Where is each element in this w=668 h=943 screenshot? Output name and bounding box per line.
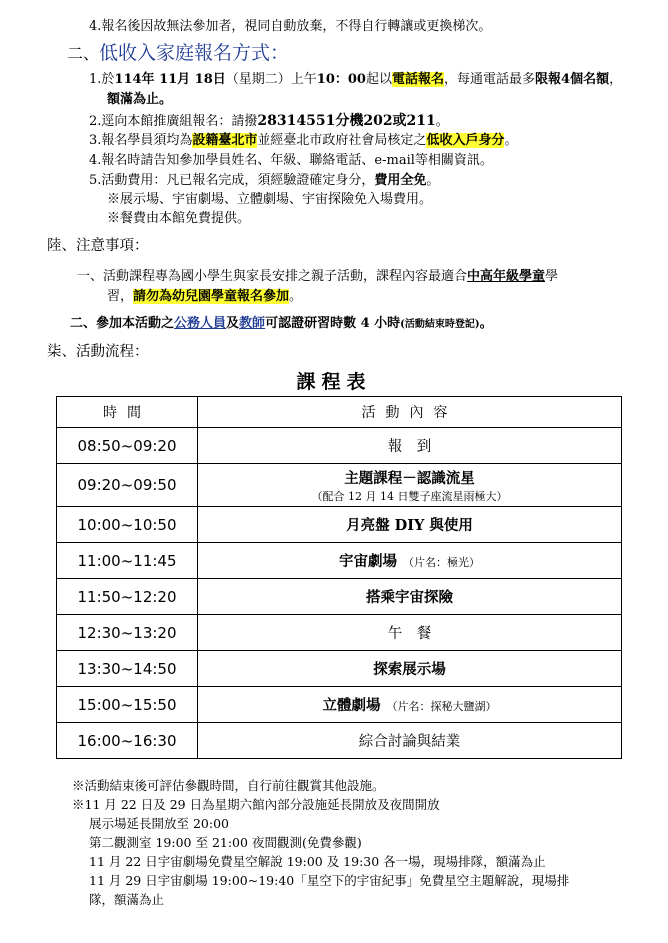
- schedule-activity: [198, 464, 622, 507]
- notice2-end: 。: [479, 316, 493, 331]
- item3-end: 。: [504, 133, 518, 148]
- schedule-time: 08:50~09:20: [57, 428, 198, 464]
- schedule-activity: [198, 723, 622, 759]
- section-2-heading: 低收入家庭報名方式：: [99, 42, 290, 64]
- footnote-line: 隊，額滿為止: [89, 892, 165, 907]
- item5-end: 。: [426, 173, 440, 188]
- schedule-time: 09:20~09:50: [57, 464, 198, 507]
- schedule-activity-name: 宇宙劇場: [339, 553, 397, 570]
- schedule-time: 11:00~11:45: [57, 543, 198, 579]
- schedule-activity: [198, 687, 622, 723]
- schedule-activity: [198, 543, 622, 579]
- schedule-header-activity: 活動內容: [198, 397, 622, 428]
- item1-comma: ，: [609, 72, 623, 87]
- item3-highlight-taipei: 設籍臺北市: [192, 133, 258, 148]
- item3-text-mid: 並經臺北市政府社會局核定之: [257, 133, 427, 148]
- schedule-activity: [198, 651, 622, 687]
- item1-connector: 起以: [365, 72, 392, 87]
- schedule-time: 12:30~13:20: [57, 615, 198, 651]
- low-income-item-3: [89, 132, 517, 150]
- schedule-row: [57, 651, 622, 687]
- schedule-row: [57, 579, 622, 615]
- schedule-activity-name: 主題課程－認識流星: [344, 469, 475, 487]
- schedule-activity-name: 報 到: [387, 439, 432, 455]
- schedule-row: [57, 723, 622, 759]
- footnote-line: 11 月 22 日宇宙劇場免費星空解說 19:00 及 19:30 各一場，現場排隊，額滿為止: [89, 854, 546, 869]
- schedule-activity-name: 綜合討論與結業: [358, 734, 461, 750]
- item1-date: 114年 11月 18日: [114, 72, 226, 87]
- notice2-text: 二、參加本活動之: [70, 316, 175, 331]
- schedule-row: [57, 464, 622, 507]
- item1-weekday: （星期二）上午: [225, 72, 317, 87]
- schedule-activity: [198, 507, 622, 543]
- notice-item-1: [77, 268, 558, 286]
- schedule-activity-subtitle: （配合 12 月 14 日雙子座流星雨極大）: [311, 489, 508, 503]
- section-6-title: 陸、注意事項：: [47, 238, 149, 254]
- low-income-item-4: 4.報名時請告知參加學員姓名、年級、聯絡電話、e-mail等相關資訊。: [89, 153, 493, 168]
- item3-text: 3.報名學員須均為: [89, 133, 193, 148]
- notice1-target-grade: 中高年級學童: [467, 269, 546, 284]
- low-income-note-2: ※餐費由本館免費提供。: [107, 211, 251, 226]
- schedule-header-time: 時間: [57, 397, 198, 428]
- schedule-time: 11:50~12:20: [57, 579, 198, 615]
- notice1-kindergarten-highlight: 請勿為幼兒園學童報名參加: [133, 289, 290, 304]
- footnote-line: 11 月 29 日宇宙劇場 19:00~19:40「星空下的宇宙紀事」免費星空主題解說，現場排: [89, 873, 570, 888]
- notice-item-2: [70, 315, 493, 334]
- schedule-time: 13:30~14:50: [57, 651, 198, 687]
- schedule-header-row: [57, 397, 622, 428]
- low-income-item-1-line2: 額滿為止。: [107, 92, 173, 107]
- notice1-line2-end: 。: [289, 289, 303, 304]
- low-income-item-2: [89, 112, 449, 131]
- item5-text: 5.活動費用：凡已報名完成，須經驗證確定身分，: [89, 173, 375, 188]
- notice2-registration-note: (活動結束時登記): [400, 319, 480, 330]
- footnote-line: 展示場延長開放至 20:00: [89, 816, 229, 831]
- notice1-line2-start: 習，: [107, 289, 134, 304]
- item1-time: 10：00: [316, 72, 366, 87]
- schedule-activity-subtitle: （片名：探秘大鹽湖）: [386, 700, 497, 713]
- item2-phone: 28314551分機202或211: [257, 113, 436, 129]
- section-7-title: 柒、活動流程：: [47, 344, 149, 360]
- item1-prefix: 1.於: [89, 72, 115, 87]
- schedule-row: [57, 687, 622, 723]
- notice1-end: 學: [545, 269, 559, 284]
- section-2-number: 二、: [67, 44, 100, 63]
- notice2-hours: 可認證研習時數 4 小時: [265, 316, 401, 331]
- low-income-item-1: [89, 71, 622, 89]
- registration-rule-4: 4.報名後因故無法參加者，視同自動放棄，不得自行轉讓或更換梯次。: [89, 19, 492, 34]
- notice-item-1-line2: [107, 288, 302, 306]
- footnote-line: 第二觀測室 19:00 至 21:00 夜間觀測(免費參觀): [89, 835, 362, 850]
- item3-highlight-status: 低收入戶身分: [426, 133, 505, 148]
- schedule-activity-name: 月亮盤 DIY 與使用: [346, 517, 473, 534]
- schedule-row: [57, 507, 622, 543]
- schedule-activity: [198, 579, 622, 615]
- schedule-activity-name: 午 餐: [387, 626, 432, 642]
- schedule-time: 10:00~10:50: [57, 507, 198, 543]
- notice2-civil-servants: 公務人員: [174, 316, 227, 331]
- low-income-item-5: [89, 172, 439, 190]
- schedule-activity: [198, 615, 622, 651]
- schedule-row: [57, 543, 622, 579]
- schedule-activity-name: 探索展示場: [373, 661, 446, 678]
- schedule-row: [57, 428, 622, 464]
- notice2-and: 及: [226, 316, 240, 331]
- item1-limit-text: ，每通電話最多: [444, 72, 536, 87]
- notice2-teachers: 教師: [239, 316, 266, 331]
- schedule-activity-name: 立體劇場: [322, 697, 381, 714]
- item1-phone-highlight: 電話報名: [392, 72, 445, 87]
- item2-text: 2.逕向本館推廣組報名：請撥: [89, 114, 258, 129]
- item2-end: 。: [435, 114, 449, 129]
- schedule-activity-subtitle: （片名：極光）: [403, 556, 480, 569]
- low-income-note-1: ※展示場、宇宙劇場、立體劇場、宇宙探險免入場費用。: [107, 192, 433, 207]
- schedule-title: 課程表: [296, 371, 372, 393]
- schedule-time: 16:00~16:30: [57, 723, 198, 759]
- notice1-text: 一、活動課程專為國小學生與家長安排之親子活動，課程內容最適合: [77, 269, 468, 284]
- schedule-activity-name: 搭乘宇宙探險: [366, 589, 453, 606]
- schedule-table: [56, 396, 622, 759]
- footnote-line: ※11 月 22 日及 29 日為星期六館內部分設施延長開放及夜間開放: [72, 797, 440, 812]
- footnote-line: ※活動結束後可評估參觀時間，自行前往觀賞其他設施。: [72, 778, 385, 793]
- section-2-title: [67, 41, 289, 66]
- schedule-activity: [198, 428, 622, 464]
- item1-limit: 限報4個名額: [535, 72, 610, 87]
- item5-free: 費用全免: [374, 173, 427, 188]
- schedule-row: [57, 615, 622, 651]
- schedule-time: 15:00~15:50: [57, 687, 198, 723]
